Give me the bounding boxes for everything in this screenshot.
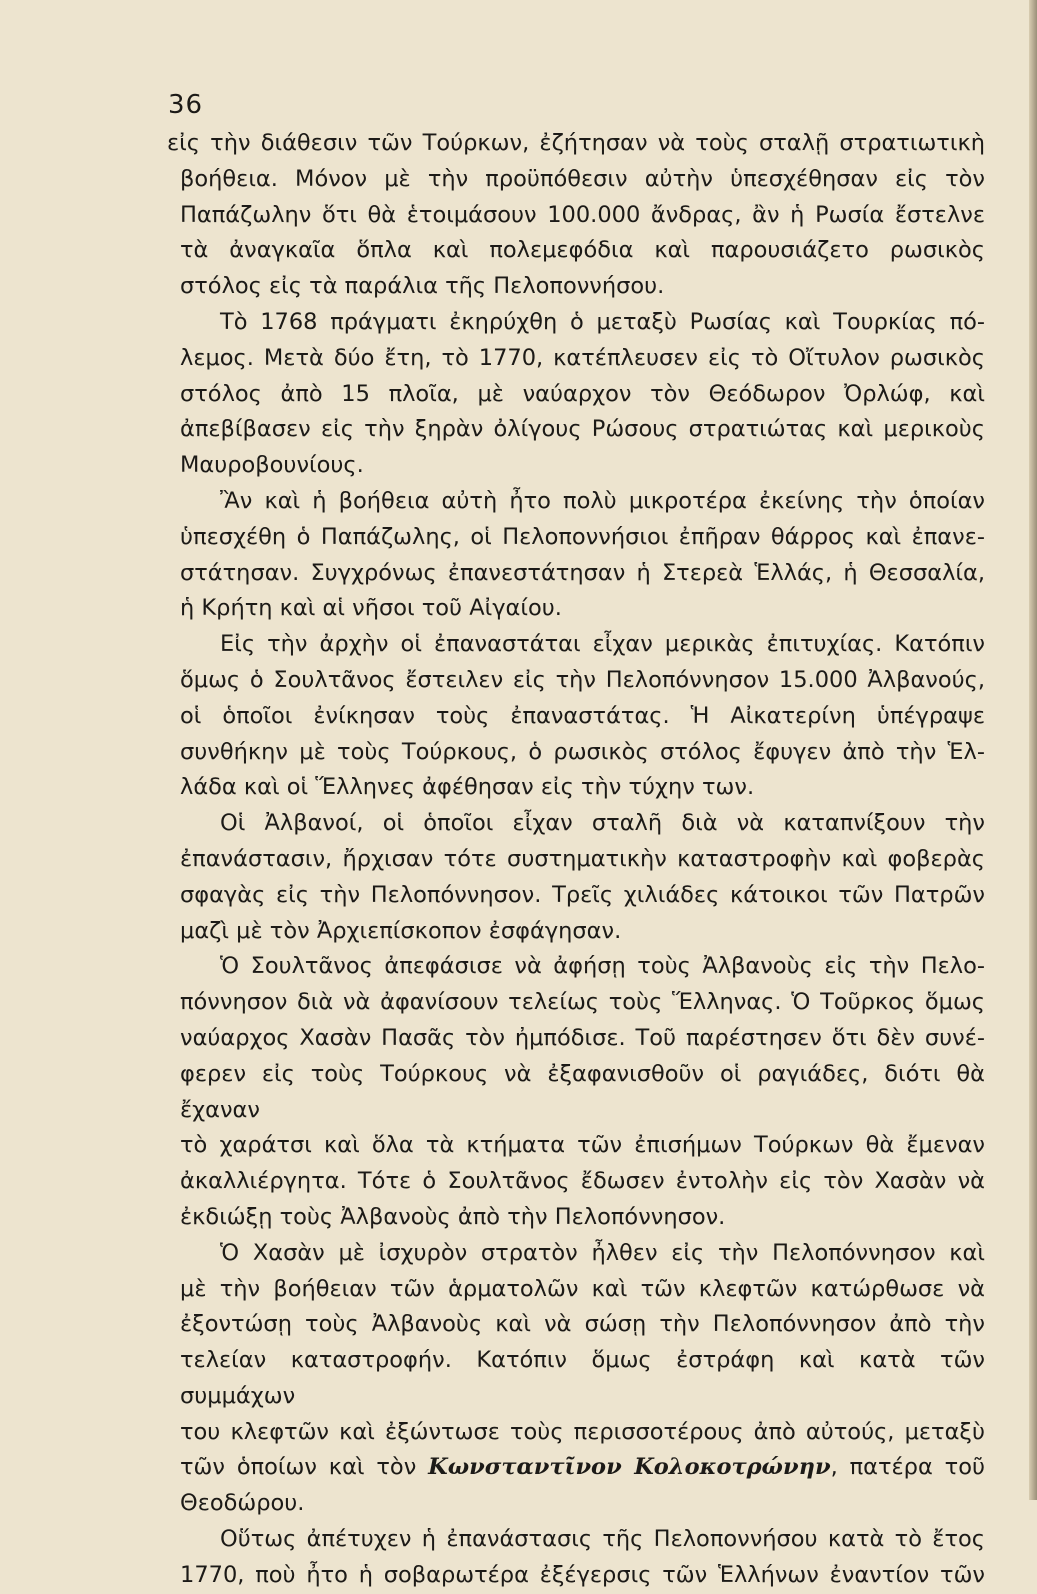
text-line: του κλεφτῶν καὶ ἐξώντωσε τοὺς περισσοτέρους ἀπὸ αὐτούς, μεταξὺ	[180, 1418, 985, 1445]
text-line: ὑπεσχέθη ὁ Παπάζωλης, οἱ Πελοποννήσιοι ἐπῆραν θάρρος καὶ ἐπανε-	[180, 523, 985, 550]
text-line: Θεοδώρου.	[180, 1490, 305, 1517]
person-name-emphasis: Κωνσταντῖνον Κολοκοτρώνην	[428, 1454, 831, 1481]
text-line: συνθήκην μὲ τοὺς Τούρκους, ὁ ρωσικὸς στόλος ἔφυγεν ἀπὸ τὴν Ἑλ-	[180, 738, 985, 765]
text-line: ἡ Κρήτη καὶ αἱ νῆσοι τοῦ Αἰγαίου.	[180, 595, 562, 622]
text-line: Ὁ Χασὰν μὲ ἰσχυρὸν στρατὸν ἦλθεν εἰς τὴν Πελοπόννησον καὶ	[220, 1239, 985, 1266]
text-line: Τὸ 1768 πράγματι ἐκηρύχθη ὁ μεταξὺ Ρωσίας καὶ Τουρκίας πό-	[220, 308, 985, 335]
text-line: Παπάζωλην ὅτι θὰ ἑτοιμάσουν 100.000 ἄνδρας, ἂν ἡ Ρωσία ἔστελνε	[180, 201, 985, 228]
text-line: Εἰς τὴν ἀρχὴν οἱ ἐπαναστάται εἶχαν μερικὰς ἐπιτυχίας. Κατόπιν	[220, 631, 985, 658]
text-line: Οὕτως ἀπέτυχεν ἡ ἐπανάστασις τῆς Πελοποννήσου κατὰ τὸ ἔτος	[220, 1526, 985, 1553]
text-line: Οἱ Ἀλβανοί, οἱ ὁποῖοι εἶχαν σταλῆ διὰ νὰ καταπνίξουν τὴν	[220, 810, 985, 837]
text-line: ἀπεβίβασεν εἰς τὴν ξηρὰν ὀλίγους Ρώσους στρατιώτας καὶ μερικοὺς	[180, 416, 985, 443]
text-line: ἐπανάστασιν, ἤρχισαν τότε συστηματικὴν καταστροφὴν καὶ φοβερὰς	[180, 845, 985, 872]
text-line: ὅμως ὁ Σουλτᾶνος ἔστειλεν εἰς τὴν Πελοπόννησον 15.000 Ἀλβανούς,	[180, 666, 985, 693]
name-line-after: , πατέρα τοῦ	[830, 1454, 985, 1481]
text-line: ἐξοντώσῃ τοὺς Ἀλβανοὺς καὶ νὰ σώσῃ τὴν Πελοπόννησον ἀπὸ τὴν	[180, 1311, 985, 1338]
text-line: σφαγὰς εἰς τὴν Πελοπόννησον. Τρεῖς χιλιάδες κάτοικοι τῶν Πατρῶν	[180, 881, 985, 908]
text-line: στόλος ἀπὸ 15 πλοῖα, μὲ ναύαρχον τὸν Θεόδωρον Ὀρλώφ, καὶ	[180, 380, 985, 407]
text-line: τελείαν καταστροφήν. Κατόπιν ὅμως ἐστράφη καὶ κατὰ τῶν συμμάχων	[180, 1347, 985, 1409]
name-line-before: τῶν ὁποίων καὶ τὸν	[180, 1454, 417, 1481]
text-line: 1770, ποὺ ἦτο ἡ σοβαρωτέρα ἐξέγερσις τῶν Ἑλλήνων ἐναντίον τῶν	[180, 1561, 985, 1588]
text-line: στάτησαν. Συγχρόνως ἐπανεστάτησαν ἡ Στερεὰ Ἑλλάς, ἡ Θεσσαλία,	[180, 559, 985, 586]
text-line: Ἂν καὶ ἡ βοήθεια αὐτὴ ἦτο πολὺ μικροτέρα ἐκείνης τὴν ὁποίαν	[220, 487, 985, 514]
text-line: ἀκαλλιέργητα. Τότε ὁ Σουλτᾶνος ἔδωσεν ἐντολὴν εἰς τὸν Χασὰν νὰ	[180, 1168, 985, 1195]
page-edge	[1029, 0, 1037, 1500]
body-text	[167, 126, 985, 1594]
text-line: ἐκδιώξῃ τοὺς Ἀλβανοὺς ἀπὸ τὴν Πελοπόννησον.	[180, 1203, 726, 1230]
text-line: οἱ ὁποῖοι ἐνίκησαν τοὺς ἐπαναστάτας. Ἡ Αἰκατερίνη ὑπέγραψε	[180, 702, 985, 729]
text-line: φερεν εἰς τοὺς Τούρκους νὰ ἐξαφανισθοῦν οἱ ραγιάδες, διότι θὰ ἔχαναν	[180, 1060, 985, 1123]
text-line: Μαυροβουνίους.	[180, 452, 364, 479]
text-line: μὲ τὴν βοήθειαν τῶν ἁρματολῶν καὶ τῶν κλεφτῶν κατώρθωσε νὰ	[180, 1275, 985, 1302]
page-number: 36	[168, 90, 204, 120]
text-line-with-name	[180, 1450, 985, 1486]
text-line: εἰς τὴν διάθεσιν τῶν Τούρκων, ἐζήτησαν νὰ τοὺς σταλῇ στρατιωτικὴ	[167, 130, 985, 156]
text-line: τὸ χαράτσι καὶ ὅλα τὰ κτήματα τῶν ἐπισήμων Τούρκων θὰ ἔμεναν	[180, 1132, 985, 1159]
text-line: μαζὶ μὲ τὸν Ἀρχιεπίσκοπον ἐσφάγησαν.	[180, 917, 622, 944]
text-line: τὰ ἀναγκαῖα ὅπλα καὶ πολεμεφόδια καὶ παρουσιάζετο ρωσικὸς	[180, 237, 985, 264]
text-line: στόλος εἰς τὰ παράλια τῆς Πελοποννήσου.	[180, 273, 665, 300]
text-line: λάδα καὶ οἱ Ἕλληνες ἀφέθησαν εἰς τὴν τύχην των.	[180, 774, 755, 801]
text-line: Ὁ Σουλτᾶνος ἀπεφάσισε νὰ ἀφήσῃ τοὺς Ἀλβανοὺς εἰς τὴν Πελο-	[220, 953, 985, 980]
text-line: ναύαρχος Χασὰν Πασᾶς τὸν ἠμπόδισε. Τοῦ παρέστησεν ὅτι δὲν συνέ-	[180, 1024, 985, 1051]
text-line: βοήθεια. Μόνον μὲ τὴν προϋπόθεσιν αὐτὴν ὑπεσχέθησαν εἰς τὸν	[180, 165, 985, 192]
text-line: πόννησον διὰ νὰ ἀφανίσουν τελείως τοὺς Ἕλληνας. Ὁ Τοῦρκος ὅμως	[180, 989, 985, 1016]
text-line: λεμος. Μετὰ δύο ἔτη, τὸ 1770, κατέπλευσεν εἰς τὸ Οἴτυλον ρωσικὸς	[180, 344, 985, 371]
